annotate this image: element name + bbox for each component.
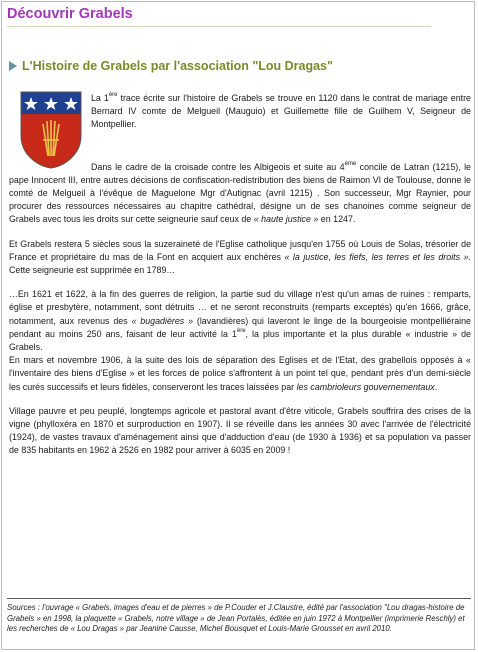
section-title: L'Histoire de Grabels par l'association "Lou Dragas" (22, 59, 333, 73)
paragraph-6: Village pauvre et peu peuplé, longtemps agricole et pastoral avant d'être viticole, Grabels souffrira des crises de la vigne (phylloxéra en 1870 et surproduction en 1907). Il se réveille dans les années 30 avec l'arrivée de l'électricité (1924), de vastes travaux d'aménagement ainsi que d'adduction d'eau (de 1930 à 1936) et sa population va passer de 835 habitants en 1962 à 2526 en 1982 pour arriver à 6035 en 2009 ! (9, 405, 471, 456)
article-body (9, 92, 471, 458)
section-heading (9, 59, 333, 73)
sources-divider (7, 598, 471, 599)
paragraph-2: Dans le cadre de la croisade contre les Albigeois et suite au 4ème concile de Latran (1215), le pape Innocent III, entre autres décisions de confiscation-redistribution des biens de Raimon VI de Toulouse, donne le comté de Melgueil à l'évêque de Maguelone Mgr d'Autignac (avril 1215) . Son successeur, Mgr Raynier, pour procurer des ressources nécessaires au chapitre cathédral, désigne un de ses chanoines comme seigneur de Grabels avec tous les droits sur cette seigneurie sauf ceux de « haute justice » en 1247. (9, 160, 471, 225)
title-divider (7, 26, 431, 27)
sources-note: Sources : l'ouvrage « Grabels, images d'eau et de pierres » de P.Couder et J.Claustre, édité par l'association "Lou dragas-histoire de Grabels » en 1998, la plaquette « Grabels, notre village » de Jean Portalès, éditée en juin 1972 à Montpellier (imprimerie Reschly) et les recherches de « Lou Dragas » par Jeanine Causse, Michel Bousquet et Louis-Marie Grousset en avril 2010. (7, 603, 465, 634)
paragraph-4: …En 1621 et 1622, à la fin des guerres de religion, la partie sud du village n'est qu'un amas de ruines : remparts, église et presbytère, notamment, sont détruits … et ne seront reconstruits (remparts exceptés) qu'en 1666, grâce, notamment, aux revenus des « bugadières » (lavandières) qui laveront le linge de la bourgeoisie montpelliéraine pendant au moins 250 ans, faisant de leur activité la 1ère, la plus importante et la plus durable « industrie » de Grabels. (9, 289, 471, 353)
coat-of-arms-icon (19, 90, 83, 170)
arrow-right-icon (9, 61, 17, 71)
article-frame (1, 1, 475, 650)
page-title: Découvrir Grabels (7, 6, 133, 22)
paragraph-1: La 1ère trace écrite sur l'histoire de Grabels se trouve en 1120 dans le contrat de mariage entre Bernard IV comte de Melgueil (Mauguio) et Guillemette fille de Guilhem V, Seigneur de Montpellier. (91, 92, 471, 130)
paragraph-3: Et Grabels restera 5 siècles sous la suzeraineté de l'Eglise catholique jusqu'en 1755 où Louis de Solas, trésorier de France et propriétaire du mas de la Font en acquiert aux enchères « la justice, les fiefs, les terres et les droits ». Cette seigneurie est supprimée en 1789… (9, 238, 471, 276)
paragraph-5: En mars et novembre 1906, à la suite des lois de séparation des Eglises et de l'Etat, des grabellois opposés à « l'inventaire des biens d'Eglise » et les forces de police s'affrontent à un point tel que, pendant près d'un demi-siècle les curés successifs et leurs fidèles, conserveront les traces laissées par les cambrioleurs gouvernementaux. (9, 355, 471, 392)
